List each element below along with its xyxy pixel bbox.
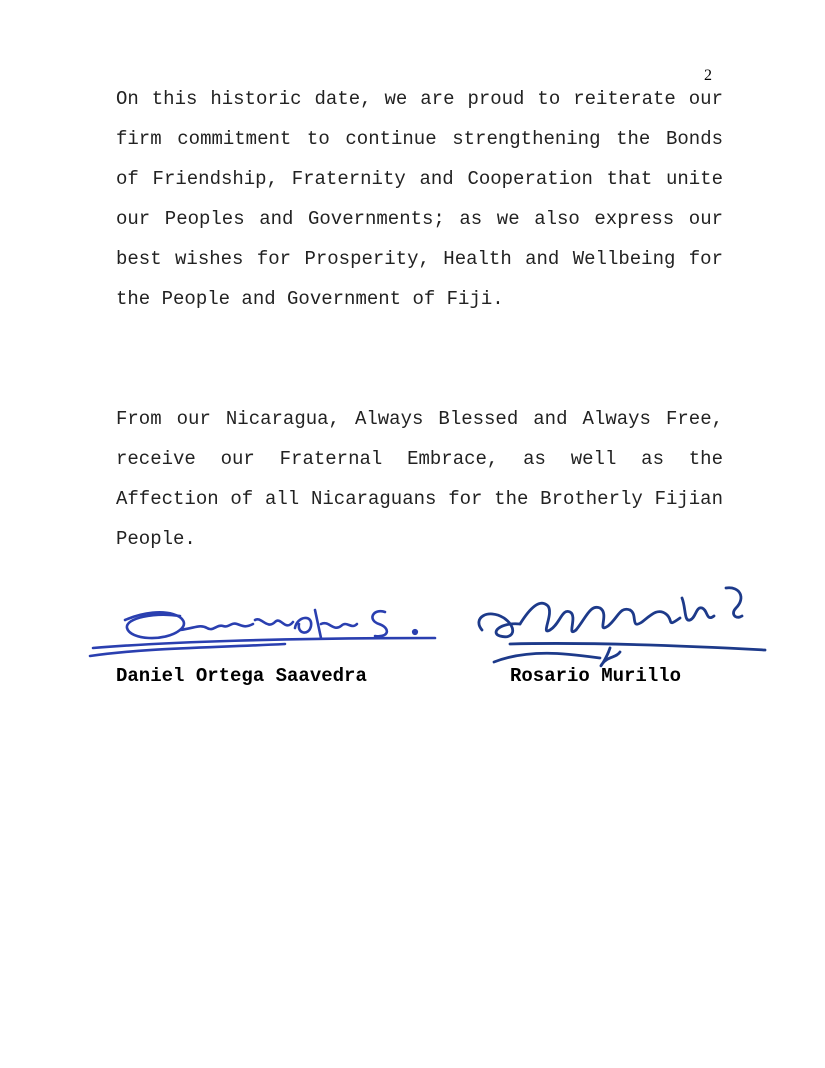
page-number: 2: [704, 67, 712, 84]
body-paragraph: From our Nicaragua, Always Blessed and Always Free, receive our Fraternal Embrace, as well as the Affection of all Nicaraguans for the Brotherly Fijian People.: [116, 408, 723, 550]
signature-ortega: [85, 598, 445, 668]
signer-name-ortega: Daniel Ortega Saavedra: [116, 665, 367, 687]
body-paragraph: On this historic date, we are proud to reiterate our firm commitment to continue strengthening the Bonds of Friendship, Fraternity and Cooperation that unite our Peoples and Governments; as we also express our best wishes for Prosperity, Health and Wellbeing for the People and Government of Fiji.: [116, 88, 723, 310]
signer-name-murillo: Rosario Murillo: [510, 665, 682, 687]
signature-murillo: [470, 578, 770, 673]
